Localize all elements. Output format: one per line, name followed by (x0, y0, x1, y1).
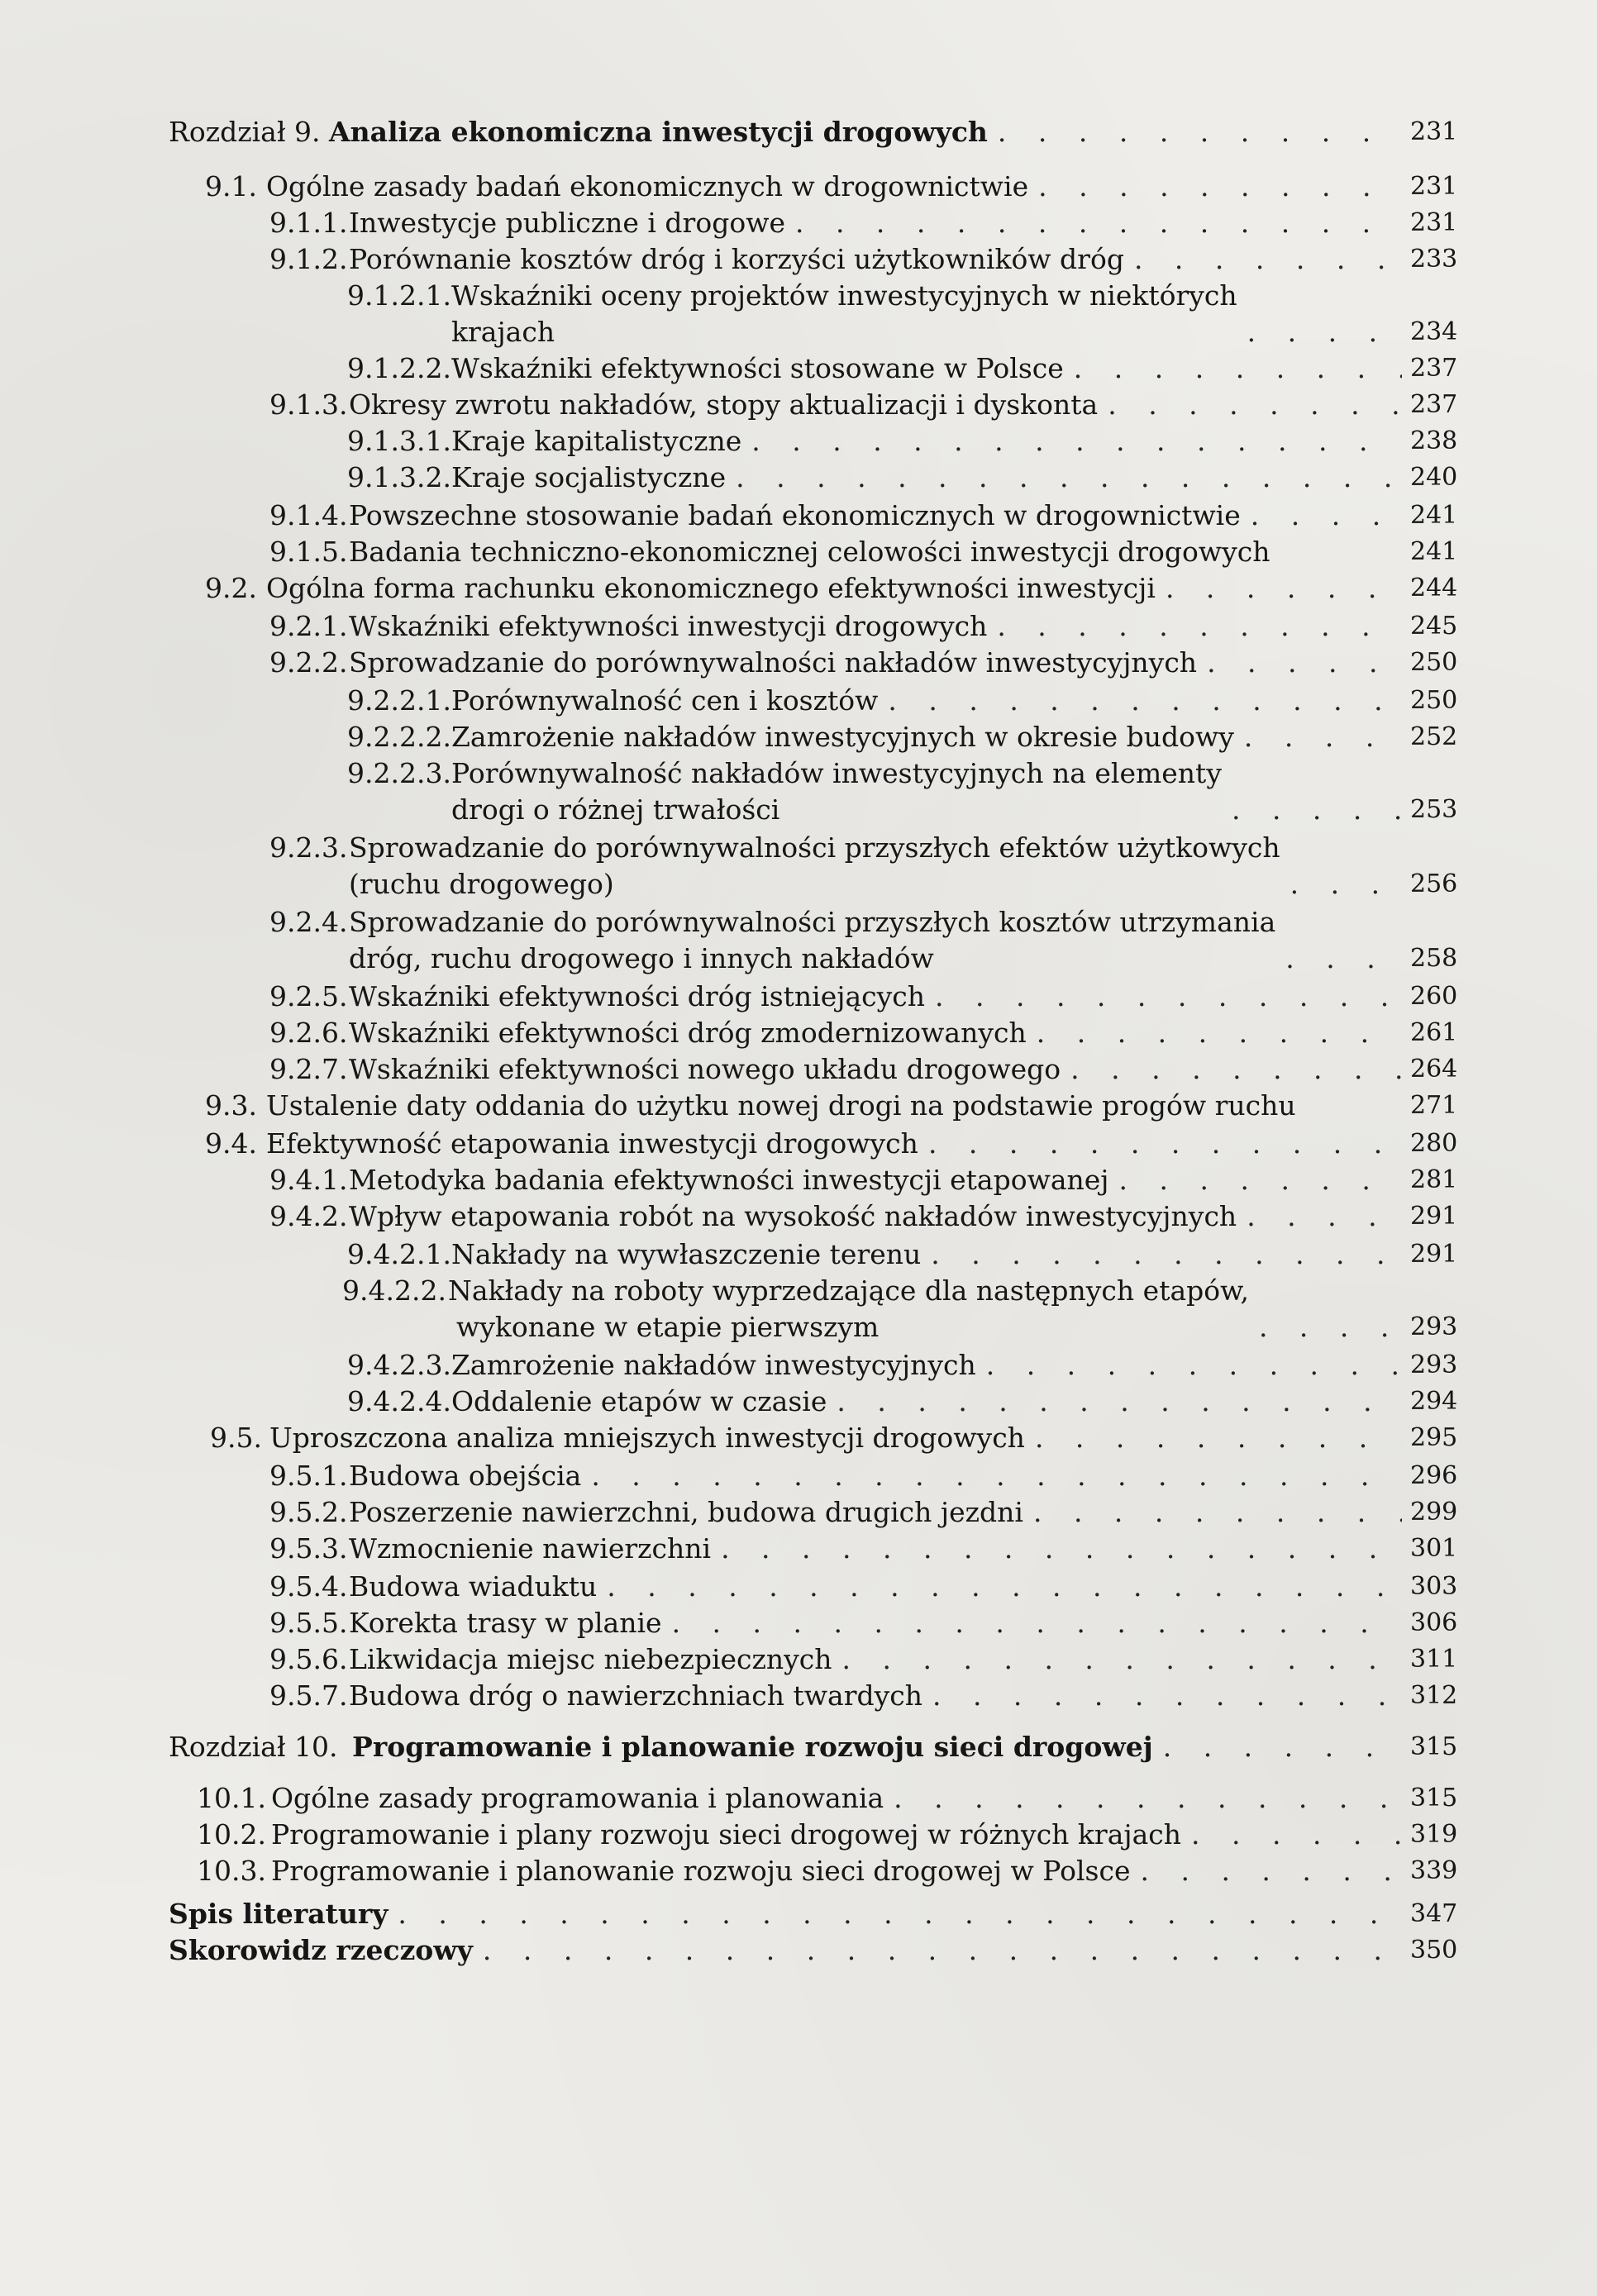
toc-page-number: 241 (1410, 501, 1458, 530)
toc-title-line: drogi o różnej trwałości (451, 793, 780, 826)
toc-page-number: 293 (1410, 1312, 1458, 1341)
toc-entry (205, 169, 1458, 205)
toc-leader (581, 1458, 1402, 1494)
toc-entry (269, 205, 1458, 241)
toc-leader (921, 1236, 1402, 1273)
toc-number: 9.5.7. (269, 1679, 348, 1712)
toc-page-number: 237 (1410, 354, 1458, 383)
toc-title-line: Wskaźniki oceny projektów inwestycyjnych w niektórych (451, 279, 1237, 312)
toc-number: 9.2.7. (269, 1053, 348, 1085)
toc-title: Porównywalność cen i kosztów (451, 684, 879, 717)
toc-title: Likwidacja miejsc niebezpiecznych (349, 1643, 832, 1675)
toc-number: 9.3. (205, 1089, 257, 1122)
toc-entry (347, 1236, 1458, 1273)
toc-title: Sprowadzanie do porównywalności nakładów inwestycyjnych (349, 646, 1198, 679)
toc-number: 10.2. (197, 1818, 266, 1851)
toc-entry (169, 1896, 1458, 1932)
toc-page-number: 294 (1410, 1387, 1458, 1416)
toc-page-number: 271 (1410, 1091, 1458, 1120)
toc-page-number: 253 (1410, 795, 1458, 824)
toc-entry (347, 719, 1458, 755)
toc-number: Rozdział 9. (169, 116, 321, 148)
toc-leader (988, 114, 1402, 150)
toc-title: Inwestycje publiczne i drogowe (349, 207, 785, 239)
toc-leader (987, 608, 1402, 645)
toc-entry (347, 1384, 1458, 1420)
toc-entry (269, 645, 1458, 681)
toc-title: Wpływ etapowania robót na wysokość nakładów inwestycyjnych (349, 1200, 1237, 1232)
toc-number: 9.4.2.1. (347, 1238, 451, 1270)
toc-title: Ogólna forma rachunku ekonomicznego efektywności inwestycji (266, 572, 1156, 604)
toc-leader (1109, 1162, 1402, 1198)
toc-leader (1061, 1051, 1402, 1088)
toc-leader (597, 1569, 1402, 1605)
toc-number: 9.1.2.2. (347, 352, 451, 384)
toc-leader (1098, 387, 1402, 423)
toc-title-line: Nakłady na roboty wyprzedzające dla następnych etapów, (448, 1274, 1249, 1307)
toc-leader (662, 1605, 1402, 1641)
toc-title: Analiza ekonomiczna inwestycji drogowych (329, 116, 988, 148)
toc-page-number: 319 (1410, 1820, 1458, 1849)
toc-title: Wskaźniki efektywności stosowane w Polsce (451, 352, 1064, 384)
toc-entry (210, 1420, 1458, 1456)
toc-entry (347, 460, 1458, 496)
toc-page-number: 244 (1410, 574, 1458, 603)
toc-number: 9.1.4. (269, 499, 348, 531)
toc-title: Korekta trasy w planie (349, 1607, 662, 1639)
toc-title-line: wykonane w etapie pierwszym (456, 1311, 880, 1343)
toc-title: Spis literatury (169, 1898, 389, 1930)
toc-entry (269, 1605, 1458, 1641)
toc-number: 9.1.3.1. (347, 425, 451, 457)
toc-number: 9.5. (210, 1422, 262, 1454)
toc-entry (269, 534, 1458, 570)
toc-number: 9.1.3. (269, 388, 348, 421)
toc-page-number: 312 (1410, 1681, 1458, 1710)
toc-title-line: dróg, ruchu drogowego i innych nakładów (349, 942, 934, 974)
toc-title: Ogólne zasady badań ekonomicznych w drogownictwie (266, 170, 1029, 202)
toc-leader (726, 460, 1402, 496)
toc-number: 9.2.1. (269, 610, 348, 642)
toc-leader (1237, 1198, 1402, 1235)
toc-leader (1280, 866, 1402, 903)
toc-title-line: Porównywalność nakładów inwestycyjnych na elementy (451, 757, 1222, 789)
toc-entry (347, 350, 1458, 387)
toc-leader (878, 683, 1402, 719)
toc-leader (1027, 1015, 1402, 1051)
toc-page-number: 299 (1410, 1498, 1458, 1527)
toc-title: Kraje socjalistyczne (451, 461, 727, 493)
toc-entry (347, 683, 1458, 719)
toc-entry (169, 1932, 1458, 1969)
toc-title: Nakłady na wywłaszczenie terenu (451, 1238, 922, 1270)
toc-title-line: Sprowadzanie do porównywalności przyszłych kosztów utrzymania (349, 906, 1276, 938)
toc-title: Skorowidz rzeczowy (169, 1934, 473, 1966)
toc-page-number: 347 (1410, 1899, 1458, 1928)
toc-page-number: 303 (1410, 1572, 1458, 1601)
toc-number: 9.5.3. (269, 1532, 348, 1565)
toc-number: 9.2.4. (269, 906, 348, 938)
toc-title-line: (ruchu drogowego) (349, 868, 614, 900)
toc-number: 9.2. (205, 572, 257, 604)
toc-entry (269, 387, 1458, 423)
toc-page-number: 245 (1410, 612, 1458, 641)
toc-entry (269, 1531, 1458, 1567)
toc-number: 9.5.5. (269, 1607, 348, 1639)
toc-entry (197, 1780, 1458, 1817)
toc-entry (347, 1347, 1458, 1384)
toc-leader (388, 1896, 1402, 1932)
toc-page-number: 250 (1410, 686, 1458, 715)
toc-number: 9.2.2. (269, 646, 348, 679)
toc-entry (269, 1494, 1458, 1531)
toc-leader (1275, 941, 1402, 977)
toc-page-number: 241 (1410, 537, 1458, 566)
toc-leader (1241, 498, 1402, 534)
toc-page-number: 261 (1410, 1018, 1458, 1047)
toc-title (349, 830, 1280, 903)
toc-number: 9.4.1. (269, 1164, 348, 1196)
toc-leader (1130, 1853, 1402, 1889)
toc-title: Programowanie i plany rozwoju sieci drogowej w różnych krajach (271, 1818, 1182, 1851)
toc-number: 9.1.3.2. (347, 461, 451, 493)
toc-page-number: 306 (1410, 1608, 1458, 1637)
toc-page-number: 234 (1410, 317, 1458, 346)
toc-page-number: 252 (1410, 722, 1458, 751)
toc-number: 9.4.2.4. (347, 1385, 451, 1417)
toc-entry (269, 1458, 1458, 1494)
toc-title-line: Sprowadzanie do porównywalności przyszłych efektów użytkowych (349, 831, 1280, 864)
toc-entry (269, 904, 1458, 977)
toc-number: 10.1. (197, 1782, 266, 1814)
toc-title: Badania techniczno-ekonomicznej celowości inwestycji drogowych (349, 536, 1270, 568)
toc-title: Budowa wiaduktu (349, 1570, 598, 1603)
toc-number: 9.1.1. (269, 207, 348, 239)
toc-number: 9.5.6. (269, 1643, 348, 1675)
toc-page-number: 264 (1410, 1055, 1458, 1084)
toc-entry (169, 1729, 1458, 1765)
toc-title: Wskaźniki efektywności dróg istniejących (349, 980, 925, 1012)
toc-page-number: 258 (1410, 944, 1458, 973)
toc-leader (827, 1384, 1402, 1420)
toc-page-number: 260 (1410, 982, 1458, 1011)
toc-leader (976, 1347, 1402, 1384)
toc-title: Wskaźniki efektywności dróg zmodernizowanych (349, 1017, 1027, 1049)
toc-leader (785, 205, 1402, 241)
toc-page-number: 281 (1410, 1165, 1458, 1194)
toc-entry (269, 1678, 1458, 1714)
toc-title: Programowanie i planowanie rozwoju sieci drogowej w Polsce (271, 1855, 1131, 1887)
toc-title (349, 904, 1275, 977)
toc-title-line: krajach (451, 316, 555, 348)
toc-entry (269, 1198, 1458, 1235)
toc-title: Budowa obejścia (349, 1460, 582, 1492)
toc-entry (205, 1126, 1458, 1162)
toc-entry (269, 241, 1458, 278)
toc-number: 9.4.2.2. (342, 1274, 446, 1307)
toc-page-number: 301 (1410, 1534, 1458, 1563)
toc-leader (473, 1932, 1402, 1969)
toc-number: 9.4.2. (269, 1200, 348, 1232)
toc-number: 9.4. (205, 1127, 257, 1160)
toc-leader (925, 979, 1402, 1015)
toc-entry (169, 114, 1458, 150)
toc-leader (1023, 1494, 1402, 1531)
toc-title (448, 1273, 1249, 1346)
toc-entry (269, 1015, 1458, 1051)
toc-title: Uproszczona analiza mniejszych inwestycji drogowych (269, 1422, 1025, 1454)
toc-entry (197, 1853, 1458, 1889)
toc-number: 9.1. (205, 170, 257, 202)
toc-title: Oddalenie etapów w czasie (451, 1385, 827, 1417)
toc-page-number: 256 (1410, 869, 1458, 898)
toc-page-number: 291 (1410, 1240, 1458, 1269)
toc-number: 9.5.1. (269, 1460, 348, 1492)
toc-entry (347, 278, 1458, 350)
toc-number: 9.2.3. (269, 831, 348, 864)
toc-leader (1025, 1420, 1402, 1456)
toc-leader (884, 1780, 1402, 1817)
toc-page-number: 311 (1410, 1645, 1458, 1674)
toc-page-number: 240 (1410, 463, 1458, 492)
toc-title (451, 755, 1222, 828)
toc-page-number: 291 (1410, 1202, 1458, 1231)
toc-leader (1197, 645, 1402, 681)
toc-leader (1181, 1817, 1402, 1853)
toc-leader (1153, 1729, 1402, 1765)
toc-title: Kraje kapitalistyczne (451, 425, 742, 457)
toc-title: Powszechne stosowanie badań ekonomicznych w drogownictwie (349, 499, 1241, 531)
toc-title: Ustalenie daty oddania do użytku nowej drogi na podstawie progów ruchu (266, 1089, 1296, 1122)
toc-title: Efektywność etapowania inwestycji drogowych (266, 1127, 918, 1160)
toc-entry (269, 498, 1458, 534)
toc-leader (1124, 241, 1402, 278)
toc-number: 9.2.5. (269, 980, 348, 1012)
toc-leader (1234, 719, 1402, 755)
toc-page-number: 315 (1410, 1732, 1458, 1761)
toc-title: Porównanie kosztów dróg i korzyści użytkowników dróg (349, 243, 1124, 275)
toc-title: Wzmocnienie nawierzchni (349, 1532, 712, 1565)
toc-page-number: 238 (1410, 426, 1458, 455)
toc-page-number: 231 (1410, 172, 1458, 201)
toc-entry (269, 979, 1458, 1015)
toc-leader (1028, 169, 1402, 205)
toc-leader (711, 1531, 1402, 1567)
toc-entry (269, 1569, 1458, 1605)
toc-title: Okresy zwrotu nakładów, stopy aktualizacji i dyskonta (349, 388, 1099, 421)
toc-number: Rozdział 10. (169, 1731, 338, 1763)
toc-title: Poszerzenie nawierzchni, budowa drugich jezdni (349, 1496, 1023, 1528)
toc-title: Zamrożenie nakładów inwestycyjnych (451, 1349, 976, 1381)
toc-leader (1222, 792, 1402, 828)
toc-number: 9.2.2.1. (347, 684, 451, 717)
toc-entry (269, 1641, 1458, 1678)
toc-title (451, 278, 1237, 350)
toc-page-number: 231 (1410, 117, 1458, 146)
toc-title: Budowa dróg o nawierzchniach twardych (349, 1679, 922, 1712)
toc-number: 9.5.4. (269, 1570, 348, 1603)
toc-title: Wskaźniki efektywności inwestycji drogowych (349, 610, 988, 642)
toc-leader (922, 1678, 1402, 1714)
toc-page-number: 350 (1410, 1936, 1458, 1965)
toc-number: 9.2.6. (269, 1017, 348, 1049)
toc-entry (342, 1273, 1458, 1346)
toc-entry (269, 830, 1458, 903)
toc-page-number: 295 (1410, 1423, 1458, 1452)
toc-page-number: 296 (1410, 1461, 1458, 1490)
toc-page-number: 339 (1410, 1856, 1458, 1885)
toc-number: 9.2.2.2. (347, 721, 451, 753)
toc-page-number: 293 (1410, 1350, 1458, 1379)
toc-page-number: 280 (1410, 1129, 1458, 1158)
toc-number: 9.5.2. (269, 1496, 348, 1528)
toc-leader (1237, 314, 1402, 350)
toc-leader (918, 1126, 1402, 1162)
toc-number: 9.2.2.3. (347, 757, 451, 789)
toc-entry (197, 1817, 1458, 1853)
toc-page-number: 250 (1410, 648, 1458, 677)
toc-number: 9.1.2. (269, 243, 348, 275)
toc-page-number: 231 (1410, 208, 1458, 237)
toc-entry (205, 1088, 1458, 1124)
toc-entry (269, 1051, 1458, 1088)
toc-title: Ogólne zasady programowania i planowania (271, 1782, 884, 1814)
toc-leader (1249, 1309, 1402, 1346)
toc-entry (269, 608, 1458, 645)
toc-number: 9.4.2.3. (347, 1349, 451, 1381)
toc-entry (269, 1162, 1458, 1198)
toc-title: Zamrożenie nakładów inwestycyjnych w okresie budowy (451, 721, 1234, 753)
toc-entry (347, 755, 1458, 828)
toc-number: 9.1.2.1. (347, 279, 451, 312)
toc-leader (832, 1641, 1402, 1678)
toc-entry (205, 570, 1458, 607)
toc-page-number: 315 (1410, 1784, 1458, 1813)
toc-page-number: 233 (1410, 245, 1458, 274)
toc-number: 9.1.5. (269, 536, 348, 568)
toc-leader (741, 423, 1402, 460)
toc-title: Programowanie i planowanie rozwoju sieci drogowej (352, 1731, 1153, 1763)
toc-page-number: 237 (1410, 390, 1458, 419)
toc-leader (1156, 570, 1402, 607)
toc-leader (1064, 350, 1402, 387)
toc-title: Metodyka badania efektywności inwestycji etapowanej (349, 1164, 1109, 1196)
toc-number: 10.3. (197, 1855, 266, 1887)
toc-entry (347, 423, 1458, 460)
toc-title: Wskaźniki efektywności nowego układu drogowego (349, 1053, 1061, 1085)
